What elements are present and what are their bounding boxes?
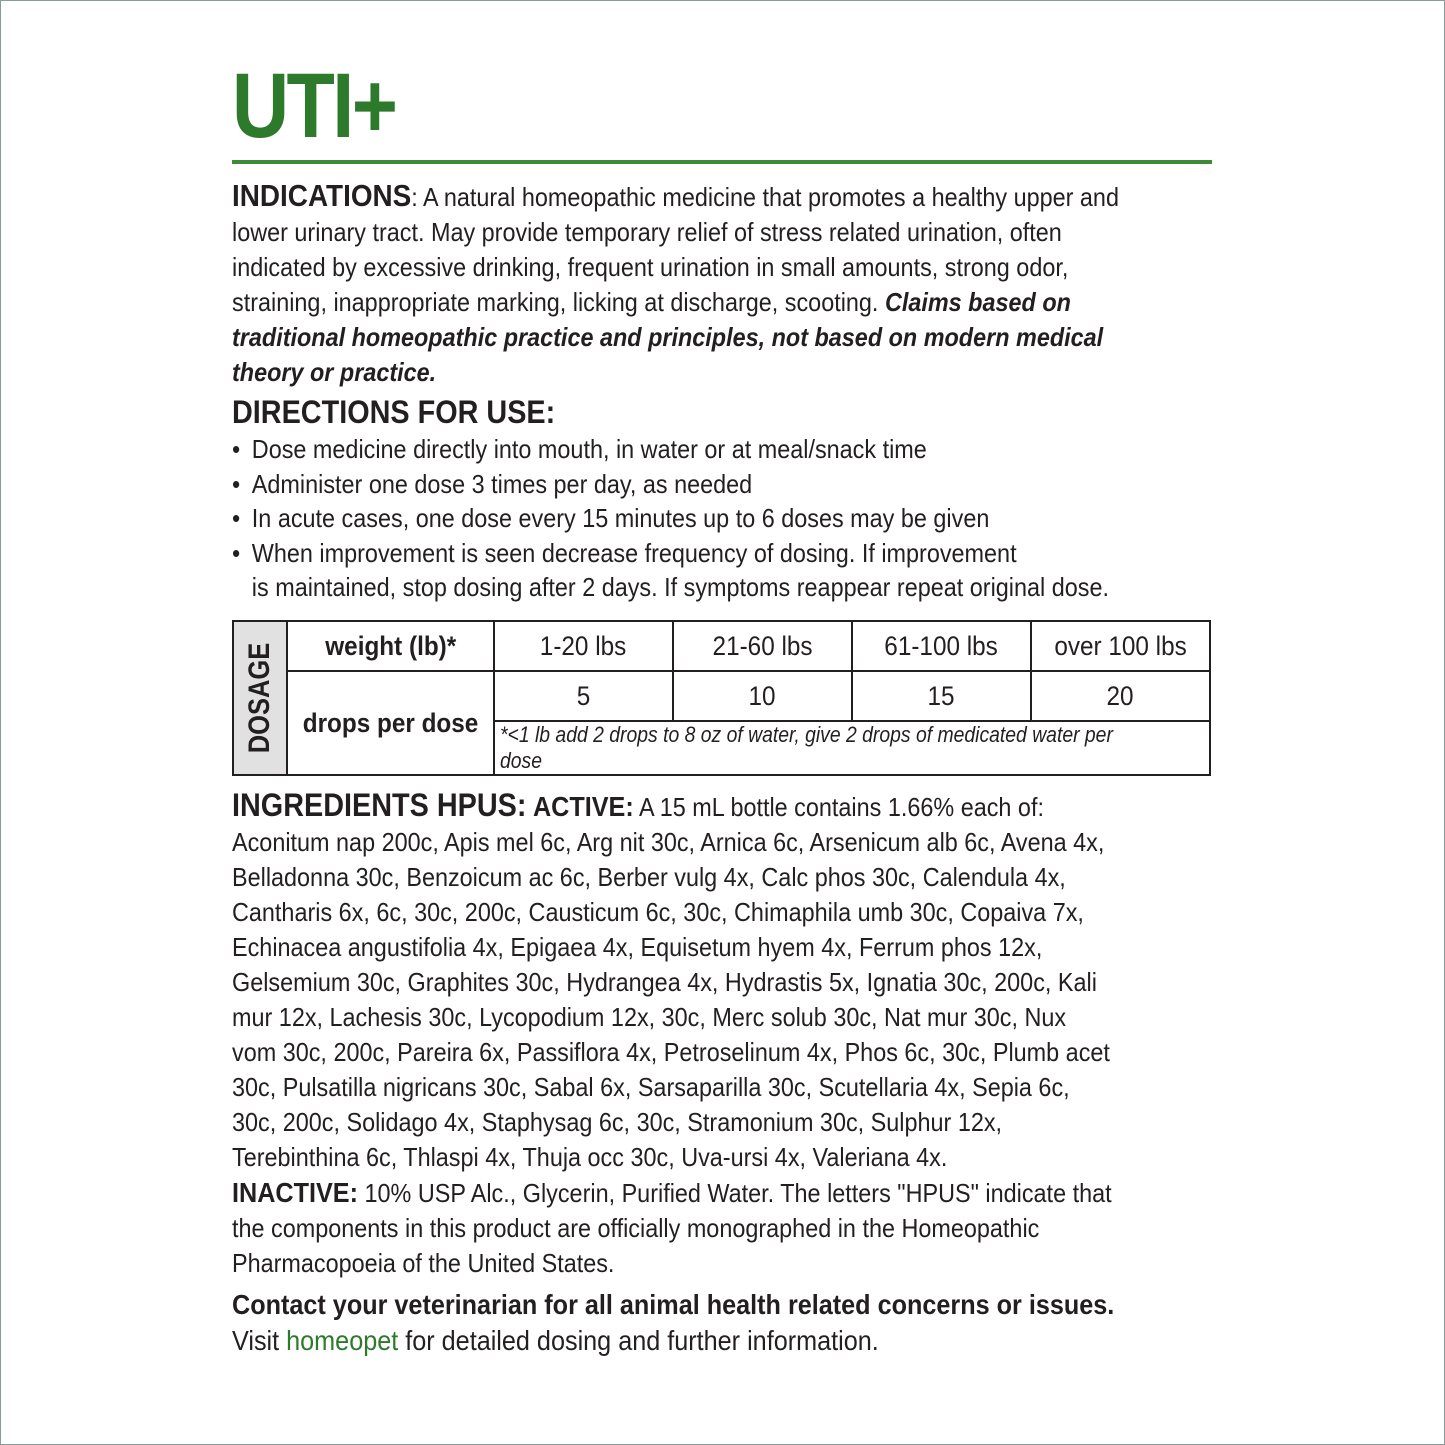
directions-section	[232, 392, 1109, 605]
directions-list	[232, 432, 1109, 605]
ingredient-line: 30c, Pulsatilla nigricans 30c, Sabal 6x, Sarsaparilla 30c, Scutellaria 4x, Sepia 6c,	[232, 1072, 1070, 1102]
active-label: ACTIVE:	[532, 791, 634, 822]
ingredient-line: 30c, 200c, Solidago 4x, Staphysag 6c, 30c, Stramonium 30c, Sulphur 12x,	[232, 1107, 1003, 1137]
indications-heading: INDICATIONS	[232, 178, 412, 213]
ingredient-line: Belladonna 30c, Benzoicum ac 6c, Berber vulg 4x, Calc phos 30c, Calendula 4x,	[232, 862, 1066, 892]
claims-text: traditional homeopathic practice and principles, not based on modern medical	[232, 322, 1104, 352]
weight-cell: 21-60 lbs	[673, 621, 852, 671]
ingredient-line: Terebinthina 6c, Thlaspi 4x, Thuja occ 30c, Uva-ursi 4x, Valeriana 4x.	[232, 1142, 948, 1172]
product-title: UTI+	[232, 55, 396, 157]
indications-colon: :	[411, 182, 418, 212]
ingredients-heading: INGREDIENTS HPUS:	[232, 787, 527, 823]
indications-line: indicated by excessive drinking, frequent urination in small amounts, strong odor,	[232, 252, 1069, 282]
ingredient-line: vom 30c, 200c, Pareira 6x, Passiflora 4x, Petroselinum 4x, Phos 6c, 30c, Plumb acet	[232, 1037, 1110, 1067]
title-rule	[232, 160, 1212, 164]
weight-cell: over 100 lbs	[1031, 621, 1210, 671]
ingredient-line: Echinacea angustifolia 4x, Epigaea 4x, Equisetum hyem 4x, Ferrum phos 12x,	[232, 932, 1043, 962]
drops-cell: 20	[1031, 671, 1210, 721]
list-item: • Administer one dose 3 times per day, as needed	[232, 468, 753, 499]
homeopet-link[interactable]: homeopet	[286, 1325, 399, 1356]
visit-rest: for detailed dosing and further information.	[405, 1325, 879, 1356]
ingredient-line: mur 12x, Lachesis 30c, Lycopodium 12x, 30c, Merc solub 30c, Nat mur 30c, Nux	[232, 1002, 1067, 1032]
label-content	[232, 55, 1222, 390]
drops-cell: 15	[852, 671, 1031, 721]
weight-cell: 61-100 lbs	[852, 621, 1031, 671]
list-item: • Dose medicine directly into mouth, in water or at meal/snack time	[232, 434, 927, 464]
contact-text: Contact your veterinarian for all animal health related concerns or issues.	[232, 1289, 1115, 1320]
dosage-side-label: DOSAGE	[233, 621, 287, 775]
list-item: • In acute cases, one dose every 15 minutes up to 6 doses may be given	[232, 503, 990, 533]
drops-label: drops per dose	[287, 671, 494, 775]
active-intro: A 15 mL bottle contains 1.66% each of:	[638, 792, 1044, 822]
ingredient-line: Aconitum nap 200c, Apis mel 6c, Arg nit 30c, Arnica 6c, Arsenicum alb 6c, Avena 4x,	[232, 827, 1105, 857]
weight-label: weight (lb)*	[287, 621, 494, 671]
drops-cell: 10	[673, 671, 852, 721]
inactive-text: the components in this product are officially monographed in the Homeopathic	[232, 1213, 1040, 1243]
drops-cell: 5	[494, 671, 673, 721]
claims-text: Claims based on	[884, 287, 1071, 317]
indications-line: lower urinary tract. May provide temporary relief of stress related urination, often	[232, 217, 1062, 247]
ingredients-section	[232, 788, 1222, 1360]
claims-text: theory or practice.	[232, 357, 437, 387]
inactive-text: 10% USP Alc., Glycerin, Purified Water. The letters "HPUS" indicate that	[364, 1178, 1112, 1208]
inactive-text: Pharmacopoeia of the United States.	[232, 1248, 615, 1278]
weight-cell: 1-20 lbs	[494, 621, 673, 671]
directions-heading: DIRECTIONS FOR USE:	[232, 394, 556, 430]
inactive-label: INACTIVE:	[232, 1177, 358, 1208]
list-item: • When improvement is seen decrease frequency of dosing. If improvement	[232, 537, 1017, 568]
list-item-continuation: is maintained, stop dosing after 2 days. If symptoms reappear repeat original dose.	[251, 572, 1109, 602]
indications-line: straining, inappropriate marking, licking at discharge, scooting.	[232, 287, 879, 317]
visit-text: Visit	[232, 1325, 280, 1356]
dosage-note: *<1 lb add 2 drops to 8 oz of water, give 2 drops of medicated water per dose	[494, 721, 1210, 775]
indications-text: A natural homeopathic medicine that promotes a healthy upper and	[423, 182, 1119, 212]
ingredient-line: Gelsemium 30c, Graphites 30c, Hydrangea 4x, Hydrastis 5x, Ignatia 30c, 200c, Kali	[232, 967, 1097, 997]
ingredient-line: Cantharis 6x, 6c, 30c, 200c, Causticum 6c, 30c, Chimaphila umb 30c, Copaiva 7x,	[232, 897, 1084, 927]
indications-section	[232, 178, 1222, 390]
dosage-table	[232, 620, 1211, 776]
